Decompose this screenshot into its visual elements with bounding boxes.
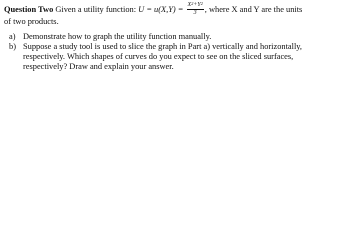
question-intro: Given a utility function: (53, 4, 139, 14)
subquestion-line: respectively. Which shapes of curves do you expect to see on the sliced surfaces, (23, 52, 294, 61)
question-block (4, 3, 348, 72)
numerator-exponent-x: 2 (191, 1, 194, 6)
question-line-2: of two products. (4, 17, 59, 26)
question-line-1 (4, 3, 348, 17)
subquestion-text (23, 42, 348, 72)
utility-function-prefix: U = u(X,Y) = (138, 4, 186, 14)
numerator-exponent-y: 2 (200, 1, 203, 6)
subquestion-a (4, 32, 348, 42)
fraction-denominator: 3 (193, 9, 197, 16)
subquestion-marker: b) (9, 42, 16, 51)
subquestion-line: Demonstrate how to graph the utility function manually. (23, 32, 212, 41)
subquestion-text (23, 32, 348, 42)
utility-fraction (187, 2, 204, 16)
subquestion-line: Suppose a study tool is used to slice the graph in Part a) vertically and horizontally, (23, 42, 303, 51)
subquestion-b (4, 42, 348, 72)
question-after-text: , where X and Y are the units (204, 4, 303, 14)
fraction-numerator (187, 2, 204, 10)
subquestion-line: respectively? Draw and explain your answer. (23, 62, 174, 71)
subquestion-list (4, 32, 348, 72)
numerator-plus-y: +Y (193, 2, 201, 8)
question-title: Question Two (4, 4, 54, 14)
numerator-x: X (187, 2, 192, 8)
subquestion-marker: a) (9, 32, 16, 41)
